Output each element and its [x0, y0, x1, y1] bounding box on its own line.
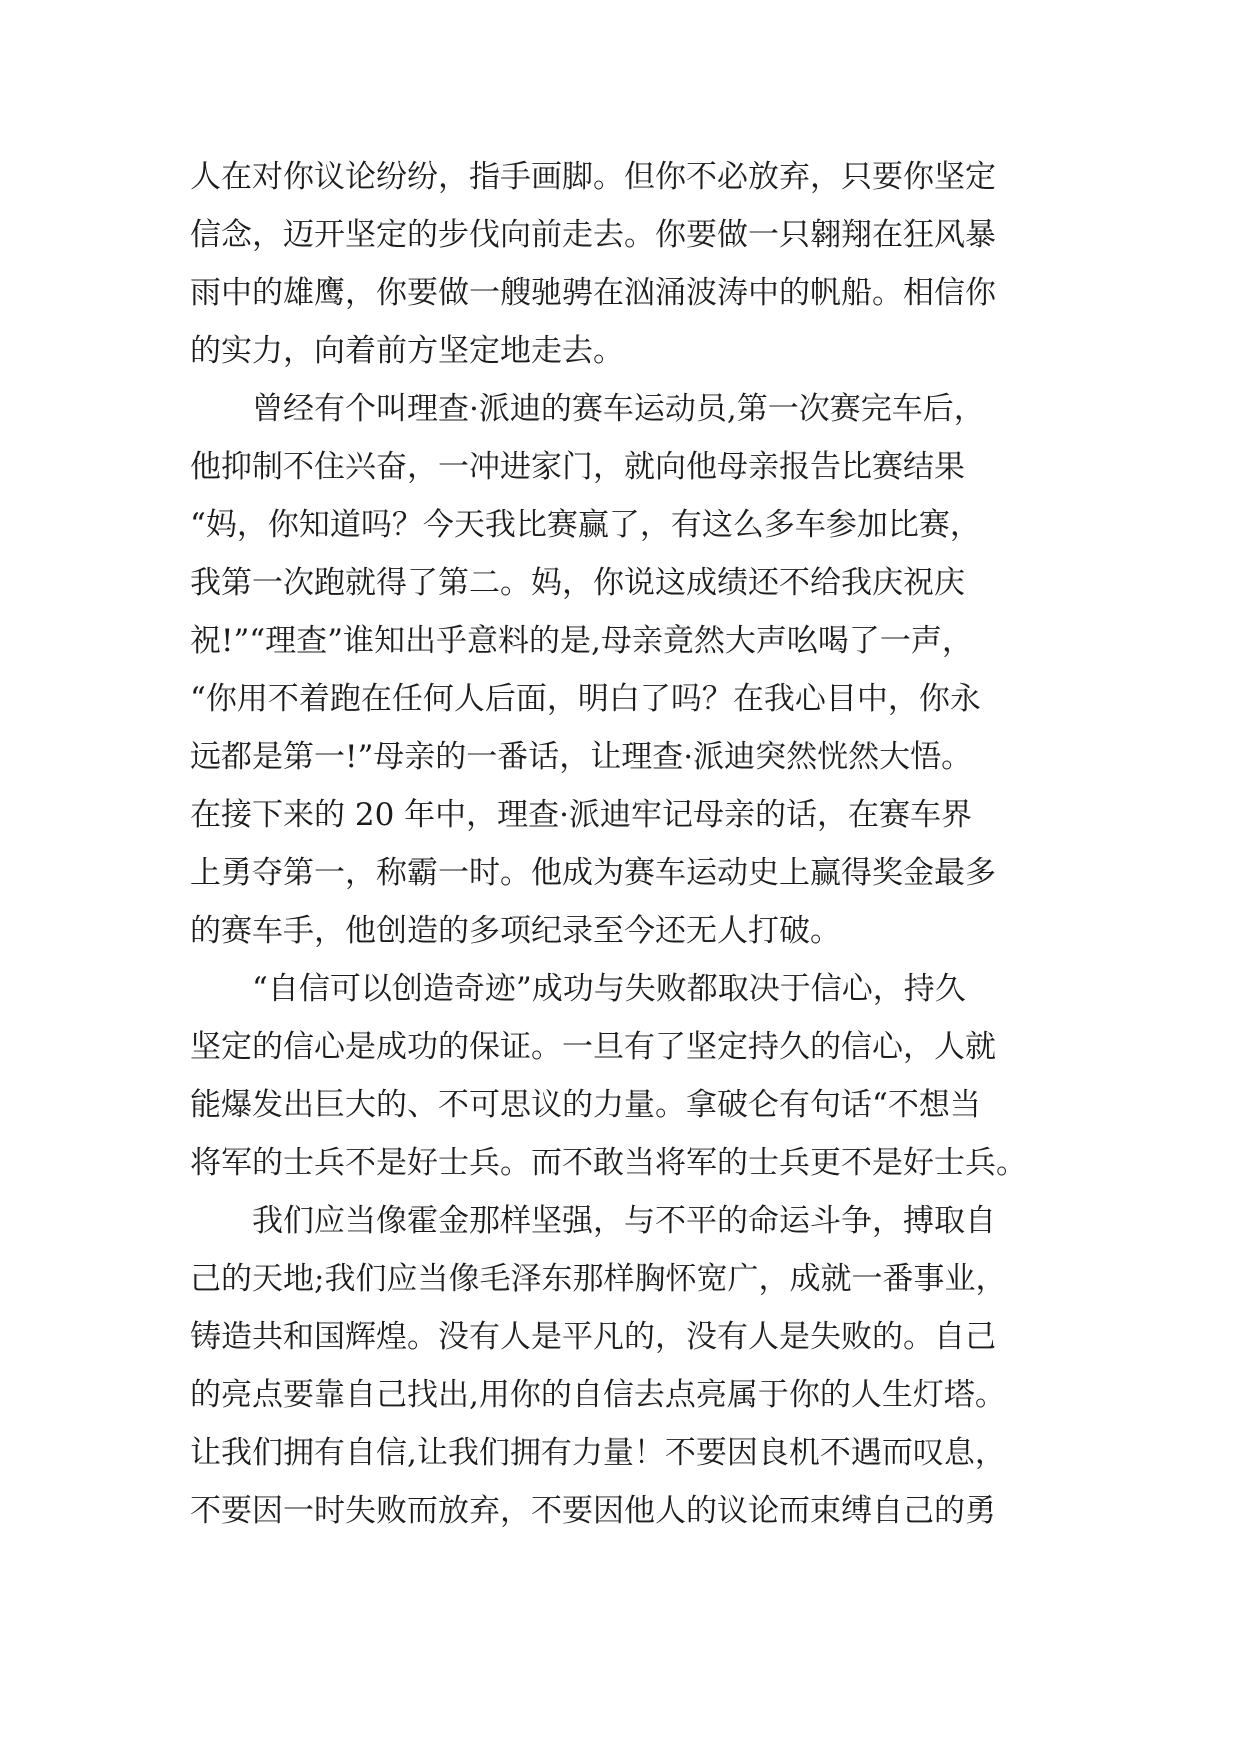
text-line: 坚定的信心是成功的保证。一旦有了坚定持久的信心，人就 — [190, 1029, 996, 1065]
text-line: 信念，迈开坚定的步伐向前走去。你要做一只翱翔在狂风暴 — [190, 217, 996, 253]
text-line: 的赛车手，他创造的多项纪录至今还无人打破。 — [190, 913, 841, 949]
text-line: 他抑制不住兴奋，一冲进家门，就向他母亲报告比赛结果 — [190, 449, 965, 485]
text-line: 我第一次跑就得了第二。妈，你说这成绩还不给我庆祝庆 — [190, 565, 965, 601]
text-line: 将军的士兵不是好士兵。而不敢当将军的士兵更不是好士兵。 — [190, 1145, 1027, 1181]
text-line: 的实力，向着前方坚定地走去。 — [190, 333, 624, 369]
text-line: 远都是第一!”母亲的一番话，让理查·派迪突然恍然大悟。 — [190, 739, 973, 775]
text-line: 让我们拥有自信,让我们拥有力量！不要因良机不遇而叹息， — [190, 1435, 1006, 1471]
text-line: 在接下来的 20 年中，理查·派迪牢记母亲的话，在赛车界 — [190, 797, 973, 833]
text-line: 上勇夺第一，称霸一时。他成为赛车运动史上赢得奖金最多 — [190, 855, 996, 891]
text-line: “你用不着跑在任何人后面，明白了吗？在我心目中，你永 — [190, 681, 981, 717]
document-body — [190, 148, 1050, 1540]
text-line: 祝!”“理查”谁知出乎意料的是,母亲竟然大声吆喝了一声， — [190, 623, 973, 659]
paragraph-3 — [190, 960, 1050, 1192]
text-line: 曾经有个叫理查·派迪的赛车运动员,第一次赛完车后， — [252, 391, 985, 427]
paragraph-1 — [190, 148, 1050, 380]
paragraph-2 — [190, 380, 1050, 960]
text-line: 己的天地;我们应当像毛泽东那样胸怀宽广，成就一番事业， — [190, 1261, 1007, 1297]
text-line: 我们应当像霍金那样坚强，与不平的命运斗争，搏取自 — [252, 1203, 996, 1239]
text-line: “自信可以创造奇迹”成功与失败都取决于信心，持久 — [252, 971, 966, 1007]
text-line: 铸造共和国辉煌。没有人是平凡的，没有人是失败的。自己 — [190, 1319, 996, 1355]
text-line: 不要因一时失败而放弃，不要因他人的议论而束缚自己的勇 — [190, 1493, 996, 1529]
text-line: “妈，你知道吗？今天我比赛赢了，有这么多车参加比赛， — [190, 507, 981, 543]
text-line: 雨中的雄鹰，你要做一艘驰骋在汹涌波涛中的帆船。相信你 — [190, 275, 996, 311]
text-line: 的亮点要靠自己找出,用你的自信去点亮属于你的人生灯塔。 — [190, 1377, 1006, 1413]
text-line: 人在对你议论纷纷，指手画脚。但你不必放弃，只要你坚定 — [190, 159, 996, 195]
paragraph-4 — [190, 1192, 1050, 1540]
text-line: 能爆发出巨大的、不可思议的力量。拿破仑有句话“不想当 — [190, 1087, 981, 1123]
